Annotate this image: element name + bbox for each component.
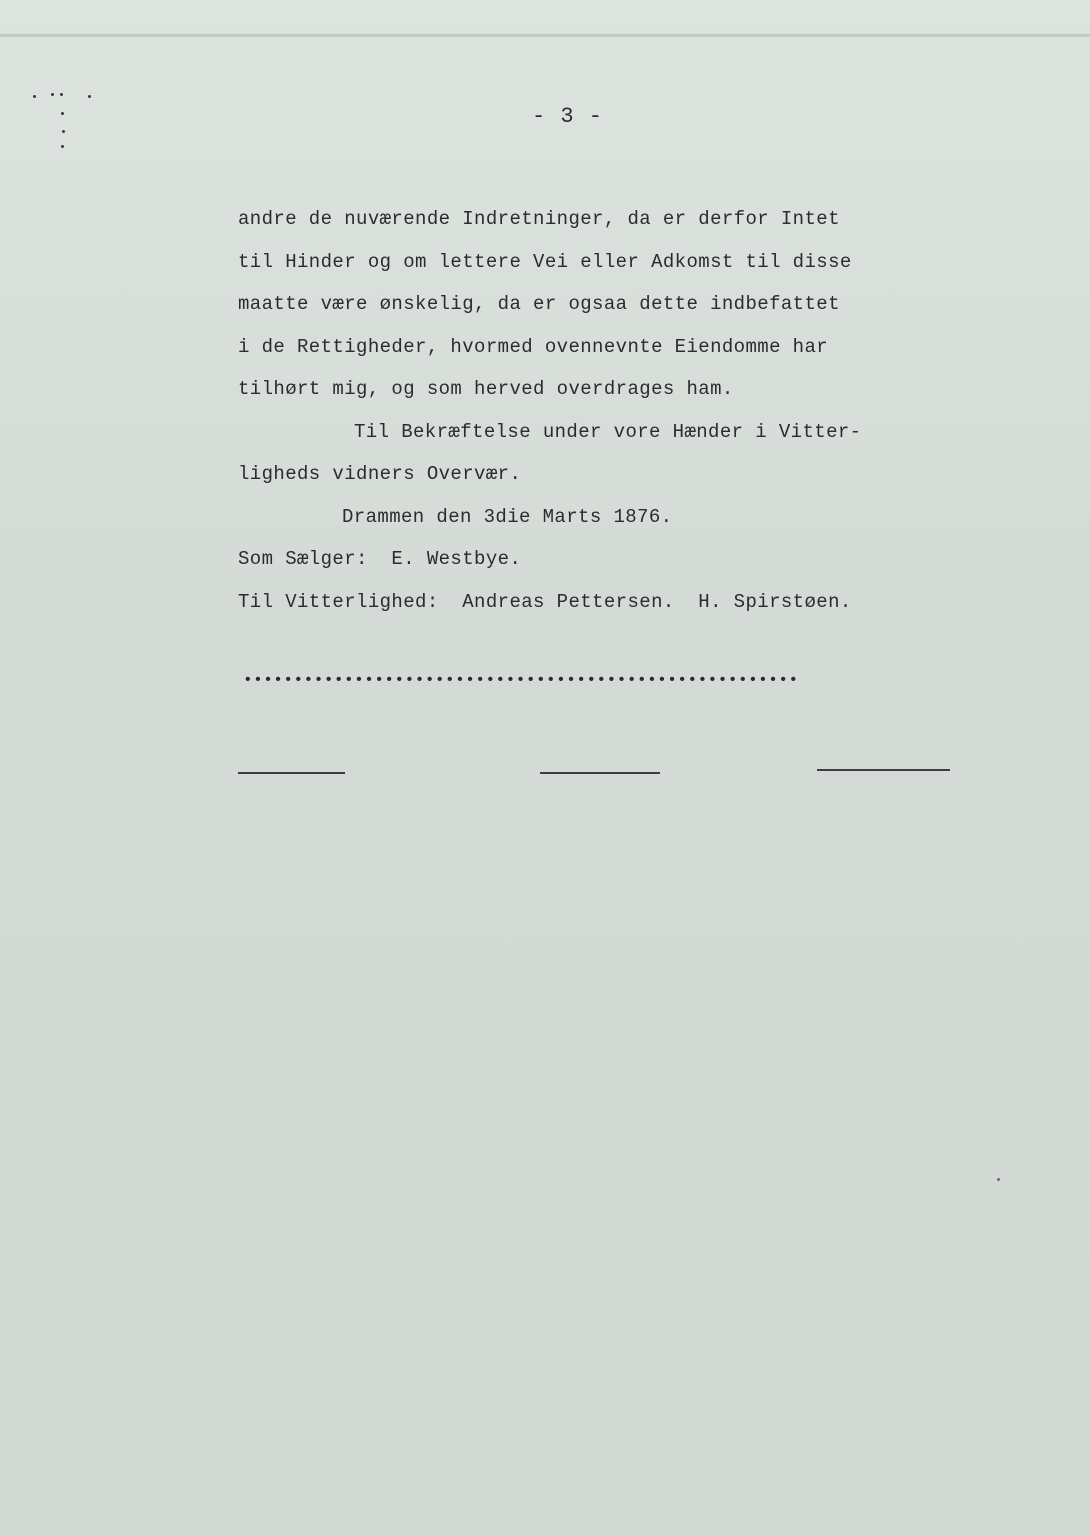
text-line: i de Rettigheder, hvormed ovennevnte Eiendomme har xyxy=(238,335,829,358)
closing-rule-left xyxy=(238,772,345,774)
dotted-separator: ••••••••••••••••••••••••••••••••••••••••••••••••••••••• xyxy=(243,671,799,689)
deed-text xyxy=(238,198,958,623)
witness-signatures: Til Vitterlighed: Andreas Pettersen. H. Spirstøen. xyxy=(238,590,852,613)
text-line: ligheds vidners Overvær. xyxy=(238,463,522,485)
text-line: andre de nuværende Indretninger, da er derfor Intet xyxy=(238,208,840,230)
text-line: Til Bekræftelse under vore Hænder i Vitter- xyxy=(354,420,862,443)
text-line: tilhørt mig, og som herved overdrages ham. xyxy=(238,378,734,400)
date-line: Drammen den 3die Marts 1876. xyxy=(342,505,673,528)
closing-rule-center xyxy=(540,772,660,774)
text-line: til Hinder og om lettere Vei eller Adkomst til disse xyxy=(238,250,852,273)
top-border xyxy=(0,34,1090,37)
paper-speck xyxy=(997,1178,1000,1181)
seller-signature: Som Sælger: E. Westbye. xyxy=(238,548,522,570)
page-number: - 3 - xyxy=(531,104,603,129)
closing-rule-right xyxy=(817,769,950,771)
text-line: maatte være ønskelig, da er ogsaa dette indbefattet xyxy=(238,293,840,315)
